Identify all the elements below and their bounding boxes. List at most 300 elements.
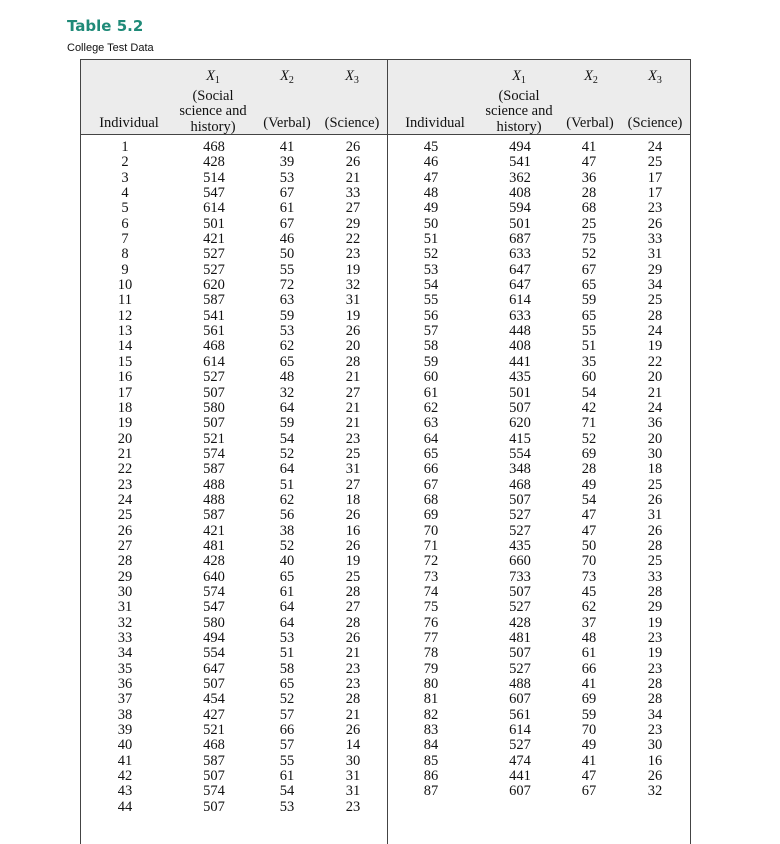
cell-x2: 57 — [279, 737, 295, 754]
cell-x3: 33 — [647, 231, 663, 248]
cell-individual: 64 — [423, 430, 439, 447]
cell-x1: 454 — [203, 691, 225, 708]
cell-x2: 67 — [279, 215, 295, 232]
cell-x2: 38 — [279, 522, 295, 539]
cell-x2: 75 — [581, 231, 597, 248]
cell-x3: 19 — [345, 553, 361, 570]
cell-individual: 71 — [423, 537, 439, 554]
cell-x3: 26 — [647, 768, 663, 785]
cell-individual: 19 — [117, 415, 133, 432]
cell-x3: 24 — [647, 139, 663, 155]
cell-x2: 61 — [279, 768, 295, 785]
cell-x2: 67 — [581, 783, 597, 800]
cell-x2: 50 — [279, 246, 295, 263]
cell-x3: 31 — [345, 461, 361, 478]
cell-x3: 26 — [345, 139, 361, 155]
cell-individual: 85 — [423, 752, 439, 769]
cell-x3: 26 — [647, 215, 663, 232]
cell-individual: 2 — [121, 154, 129, 171]
cell-individual: 77 — [423, 630, 439, 646]
cell-x2: 66 — [279, 722, 295, 739]
cell-x2: 69 — [581, 691, 597, 708]
cell-individual: 22 — [117, 461, 133, 478]
cell-x1: 408 — [509, 185, 531, 202]
cell-x1: 620 — [509, 415, 531, 432]
cell-x2: 65 — [581, 277, 597, 294]
cell-x3: 23 — [345, 798, 361, 815]
cell-x3: 27 — [345, 476, 361, 493]
cell-individual: 70 — [423, 522, 439, 539]
cell-x1: 614 — [509, 722, 531, 739]
cell-individual: 17 — [117, 384, 133, 401]
cell-x3: 26 — [345, 722, 361, 739]
cell-x3: 23 — [647, 200, 663, 217]
cell-x2: 60 — [581, 369, 597, 386]
cell-x3: 30 — [647, 737, 663, 754]
cell-individual: 26 — [117, 522, 133, 539]
cell-individual: 66 — [423, 461, 439, 478]
cell-x1: 488 — [203, 476, 225, 493]
cell-individual: 34 — [117, 645, 133, 662]
cell-x3: 21 — [345, 399, 361, 416]
cell-x1: 574 — [203, 583, 225, 600]
column-individual-left — [97, 140, 153, 815]
cell-x2: 53 — [279, 323, 295, 340]
table-title: Table 5.2 — [67, 17, 144, 35]
cell-x2: 69 — [581, 445, 597, 462]
cell-individual: 4 — [121, 185, 129, 202]
header-x3-left: $X_3$ — [345, 68, 359, 86]
cell-individual: 5 — [121, 200, 129, 217]
cell-x2: 51 — [581, 338, 597, 355]
cell-x3: 27 — [345, 599, 361, 616]
cell-individual: 24 — [117, 491, 133, 508]
cell-x3: 27 — [345, 384, 361, 401]
cell-x2: 54 — [279, 430, 295, 447]
cell-x2: 28 — [581, 185, 597, 202]
cell-x3: 27 — [345, 200, 361, 217]
cell-x2: 57 — [279, 706, 295, 723]
cell-x2: 53 — [279, 169, 295, 186]
cell-individual: 14 — [117, 338, 133, 355]
cell-x3: 34 — [647, 277, 663, 294]
cell-x2: 42 — [581, 399, 597, 416]
cell-individual: 9 — [121, 261, 129, 278]
column-x2-right — [567, 140, 611, 800]
cell-x1: 614 — [509, 292, 531, 309]
cell-individual: 20 — [117, 430, 133, 447]
cell-x2: 49 — [581, 737, 597, 754]
cell-x2: 48 — [581, 630, 597, 646]
cell-individual: 53 — [423, 261, 439, 278]
cell-x3: 19 — [345, 307, 361, 324]
cell-x3: 28 — [647, 691, 663, 708]
cell-x2: 61 — [279, 583, 295, 600]
cell-x2: 62 — [581, 599, 597, 616]
cell-individual: 30 — [117, 583, 133, 600]
cell-x1: 421 — [203, 231, 225, 248]
cell-x3: 28 — [345, 583, 361, 600]
cell-individual: 39 — [117, 722, 133, 739]
cell-x3: 28 — [345, 614, 361, 631]
cell-x1: 521 — [203, 430, 225, 447]
cell-individual: 68 — [423, 491, 439, 508]
cell-individual: 36 — [117, 676, 133, 693]
cell-x1: 614 — [203, 200, 225, 217]
cell-x2: 46 — [279, 231, 295, 248]
table-caption: College Test Data — [67, 42, 154, 54]
cell-x3: 28 — [647, 307, 663, 324]
cell-x1: 527 — [509, 737, 531, 754]
cell-x3: 14 — [345, 737, 361, 754]
header-x3-desc-right: (Science) — [627, 115, 683, 131]
cell-x3: 19 — [345, 261, 361, 278]
header-x2-desc-right: (Verbal) — [566, 115, 614, 131]
header-x2-left: $X_2$ — [280, 68, 294, 86]
cell-x3: 31 — [345, 768, 361, 785]
cell-x2: 64 — [279, 399, 295, 416]
cell-x2: 41 — [279, 139, 295, 155]
cell-x1: 580 — [203, 399, 225, 416]
cell-individual: 62 — [423, 399, 439, 416]
cell-individual: 23 — [117, 476, 133, 493]
column-x1-left — [189, 140, 239, 815]
cell-individual: 59 — [423, 353, 439, 370]
cell-x3: 26 — [345, 630, 361, 646]
cell-x1: 614 — [203, 353, 225, 370]
cell-x1: 348 — [509, 461, 531, 478]
cell-x1: 580 — [203, 614, 225, 631]
cell-individual: 61 — [423, 384, 439, 401]
cell-individual: 52 — [423, 246, 439, 263]
cell-individual: 18 — [117, 399, 133, 416]
cell-x2: 55 — [581, 323, 597, 340]
cell-x1: 547 — [203, 185, 225, 202]
cell-individual: 50 — [423, 215, 439, 232]
cell-x1: 488 — [203, 491, 225, 508]
cell-x3: 21 — [345, 415, 361, 432]
cell-individual: 49 — [423, 200, 439, 217]
cell-x3: 28 — [345, 691, 361, 708]
cell-x1: 527 — [509, 660, 531, 677]
cell-x1: 514 — [203, 169, 225, 186]
cell-individual: 29 — [117, 568, 133, 585]
cell-individual: 80 — [423, 676, 439, 693]
cell-x2: 58 — [279, 660, 295, 677]
cell-individual: 6 — [121, 215, 129, 232]
cell-individual: 25 — [117, 507, 133, 524]
cell-x1: 547 — [203, 599, 225, 616]
cell-x1: 501 — [509, 215, 531, 232]
cell-x1: 468 — [203, 338, 225, 355]
cell-x1: 481 — [509, 630, 531, 646]
cell-x2: 65 — [279, 353, 295, 370]
cell-x2: 70 — [581, 553, 597, 570]
cell-x1: 507 — [203, 415, 225, 432]
cell-x2: 66 — [581, 660, 597, 677]
cell-x2: 51 — [279, 476, 295, 493]
cell-x1: 408 — [509, 338, 531, 355]
cell-x2: 53 — [279, 630, 295, 646]
cell-x1: 435 — [509, 369, 531, 386]
cell-x1: 527 — [509, 507, 531, 524]
cell-individual: 75 — [423, 599, 439, 616]
cell-x1: 620 — [203, 277, 225, 294]
cell-x1: 660 — [509, 553, 531, 570]
cell-x1: 494 — [203, 630, 225, 646]
cell-x3: 31 — [647, 507, 663, 524]
cell-x3: 23 — [345, 246, 361, 263]
header-individual-left: Individual — [99, 115, 159, 131]
cell-x1: 527 — [509, 522, 531, 539]
cell-individual: 44 — [117, 798, 133, 815]
cell-x1: 647 — [203, 660, 225, 677]
cell-x3: 16 — [647, 752, 663, 769]
cell-x2: 52 — [581, 246, 597, 263]
cell-x1: 527 — [509, 599, 531, 616]
cell-x1: 647 — [509, 277, 531, 294]
cell-x1: 494 — [509, 139, 531, 155]
cell-x2: 49 — [581, 476, 597, 493]
cell-x2: 54 — [581, 491, 597, 508]
cell-x3: 22 — [647, 353, 663, 370]
cell-individual: 21 — [117, 445, 133, 462]
cell-x2: 53 — [279, 798, 295, 815]
cell-x3: 29 — [647, 261, 663, 278]
cell-individual: 69 — [423, 507, 439, 524]
cell-x2: 65 — [279, 676, 295, 693]
cell-x2: 39 — [279, 154, 295, 171]
cell-x2: 48 — [279, 369, 295, 386]
cell-x1: 587 — [203, 507, 225, 524]
cell-x2: 59 — [279, 415, 295, 432]
cell-x3: 18 — [647, 461, 663, 478]
cell-x2: 68 — [581, 200, 597, 217]
cell-individual: 84 — [423, 737, 439, 754]
cell-x2: 64 — [279, 461, 295, 478]
cell-individual: 12 — [117, 307, 133, 324]
cell-x1: 574 — [203, 445, 225, 462]
cell-x3: 26 — [647, 522, 663, 539]
cell-x1: 427 — [203, 706, 225, 723]
cell-x3: 33 — [647, 568, 663, 585]
cell-individual: 78 — [423, 645, 439, 662]
cell-x3: 21 — [345, 169, 361, 186]
cell-x2: 59 — [279, 307, 295, 324]
cell-x3: 36 — [647, 415, 663, 432]
cell-x1: 435 — [509, 537, 531, 554]
cell-x1: 441 — [509, 768, 531, 785]
cell-x2: 71 — [581, 415, 597, 432]
data-table — [80, 59, 691, 844]
header-x2-desc-left: (Verbal) — [263, 115, 311, 131]
cell-x1: 594 — [509, 200, 531, 217]
cell-x3: 26 — [345, 154, 361, 171]
cell-x2: 55 — [279, 752, 295, 769]
cell-x1: 507 — [509, 583, 531, 600]
cell-x3: 29 — [647, 599, 663, 616]
cell-x1: 587 — [203, 461, 225, 478]
cell-x1: 541 — [509, 154, 531, 171]
cell-x1: 647 — [509, 261, 531, 278]
cell-x3: 17 — [647, 169, 663, 186]
cell-x1: 428 — [203, 553, 225, 570]
cell-x1: 421 — [203, 522, 225, 539]
cell-x2: 52 — [279, 537, 295, 554]
cell-x1: 527 — [203, 369, 225, 386]
cell-x3: 19 — [647, 645, 663, 662]
cell-x2: 65 — [279, 568, 295, 585]
cell-x1: 428 — [509, 614, 531, 631]
cell-individual: 33 — [117, 630, 133, 646]
cell-x3: 28 — [647, 537, 663, 554]
cell-x1: 468 — [203, 737, 225, 754]
cell-x3: 31 — [647, 246, 663, 263]
cell-x3: 25 — [345, 568, 361, 585]
cell-x1: 574 — [203, 783, 225, 800]
cell-x1: 554 — [203, 645, 225, 662]
cell-x2: 73 — [581, 568, 597, 585]
cell-x1: 521 — [203, 722, 225, 739]
cell-individual: 81 — [423, 691, 439, 708]
cell-x3: 23 — [647, 660, 663, 677]
cell-individual: 8 — [121, 246, 129, 263]
header-x3-desc-left: (Science) — [324, 115, 380, 131]
cell-x3: 24 — [647, 399, 663, 416]
cell-individual: 47 — [423, 169, 439, 186]
cell-x3: 20 — [345, 338, 361, 355]
cell-individual: 11 — [118, 292, 132, 309]
cell-individual: 42 — [117, 768, 133, 785]
cell-x2: 41 — [581, 139, 597, 155]
header-x3-right: $X_3$ — [648, 68, 662, 86]
cell-x2: 59 — [581, 292, 597, 309]
cell-individual: 7 — [121, 231, 129, 248]
cell-x2: 36 — [581, 169, 597, 186]
cell-x2: 40 — [279, 553, 295, 570]
cell-individual: 38 — [117, 706, 133, 723]
cell-x3: 22 — [345, 231, 361, 248]
cell-x2: 67 — [581, 261, 597, 278]
cell-x2: 70 — [581, 722, 597, 739]
cell-x1: 554 — [509, 445, 531, 462]
cell-x1: 633 — [509, 307, 531, 324]
cell-individual: 82 — [423, 706, 439, 723]
cell-x3: 26 — [647, 491, 663, 508]
cell-x3: 25 — [647, 553, 663, 570]
cell-x3: 18 — [345, 491, 361, 508]
cell-x3: 26 — [345, 323, 361, 340]
cell-individual: 58 — [423, 338, 439, 355]
cell-x3: 24 — [647, 323, 663, 340]
cell-x3: 23 — [647, 630, 663, 646]
cell-individual: 10 — [117, 277, 133, 294]
cell-x2: 50 — [581, 537, 597, 554]
cell-x3: 23 — [345, 430, 361, 447]
cell-individual: 73 — [423, 568, 439, 585]
cell-x1: 468 — [509, 476, 531, 493]
cell-x2: 28 — [581, 461, 597, 478]
cell-x2: 56 — [279, 507, 295, 524]
cell-x1: 481 — [203, 537, 225, 554]
cell-x1: 640 — [203, 568, 225, 585]
cell-x3: 17 — [647, 185, 663, 202]
cell-individual: 63 — [423, 415, 439, 432]
cell-individual: 54 — [423, 277, 439, 294]
cell-x1: 587 — [203, 292, 225, 309]
cell-x2: 35 — [581, 353, 597, 370]
cell-x3: 32 — [647, 783, 663, 800]
cell-x3: 20 — [647, 369, 663, 386]
cell-individual: 41 — [117, 752, 133, 769]
cell-x3: 30 — [345, 752, 361, 769]
cell-x1: 362 — [509, 169, 531, 186]
cell-x3: 26 — [345, 537, 361, 554]
cell-x1: 507 — [203, 384, 225, 401]
cell-individual: 16 — [117, 369, 133, 386]
cell-x3: 21 — [345, 645, 361, 662]
cell-x3: 30 — [647, 445, 663, 462]
cell-x2: 41 — [581, 676, 597, 693]
cell-x2: 55 — [279, 261, 295, 278]
cell-x1: 541 — [203, 307, 225, 324]
cell-x1: 507 — [509, 399, 531, 416]
cell-x1: 428 — [203, 154, 225, 171]
cell-individual: 48 — [423, 185, 439, 202]
cell-x3: 31 — [345, 783, 361, 800]
cell-x2: 54 — [581, 384, 597, 401]
cell-x3: 28 — [647, 583, 663, 600]
cell-x3: 31 — [345, 292, 361, 309]
column-x1-right — [495, 140, 545, 800]
cell-x2: 54 — [279, 783, 295, 800]
cell-x2: 63 — [279, 292, 295, 309]
cell-x1: 607 — [509, 783, 531, 800]
cell-individual: 43 — [117, 783, 133, 800]
cell-individual: 86 — [423, 768, 439, 785]
cell-x3: 33 — [345, 185, 361, 202]
cell-x3: 25 — [647, 154, 663, 171]
cell-x2: 47 — [581, 768, 597, 785]
cell-x1: 733 — [509, 568, 531, 585]
header-x1-right: $X_1$ (Social science and history) — [485, 68, 553, 135]
cell-individual: 87 — [423, 783, 439, 800]
cell-x2: 52 — [279, 691, 295, 708]
cell-x2: 32 — [279, 384, 295, 401]
cell-x2: 62 — [279, 338, 295, 355]
cell-x3: 20 — [647, 430, 663, 447]
cell-x3: 25 — [647, 292, 663, 309]
cell-x2: 52 — [581, 430, 597, 447]
cell-x2: 37 — [581, 614, 597, 631]
cell-individual: 67 — [423, 476, 439, 493]
cell-x1: 527 — [203, 261, 225, 278]
cell-individual: 40 — [117, 737, 133, 754]
cell-individual: 60 — [423, 369, 439, 386]
cell-x2: 45 — [581, 583, 597, 600]
cell-x3: 23 — [345, 660, 361, 677]
cell-x2: 47 — [581, 507, 597, 524]
cell-x1: 507 — [509, 491, 531, 508]
cell-x3: 34 — [647, 706, 663, 723]
cell-individual: 28 — [117, 553, 133, 570]
cell-x3: 28 — [345, 353, 361, 370]
cell-x3: 19 — [647, 614, 663, 631]
cell-individual: 27 — [117, 537, 133, 554]
cell-x1: 507 — [203, 676, 225, 693]
cell-x3: 26 — [345, 507, 361, 524]
cell-individual: 83 — [423, 722, 439, 739]
